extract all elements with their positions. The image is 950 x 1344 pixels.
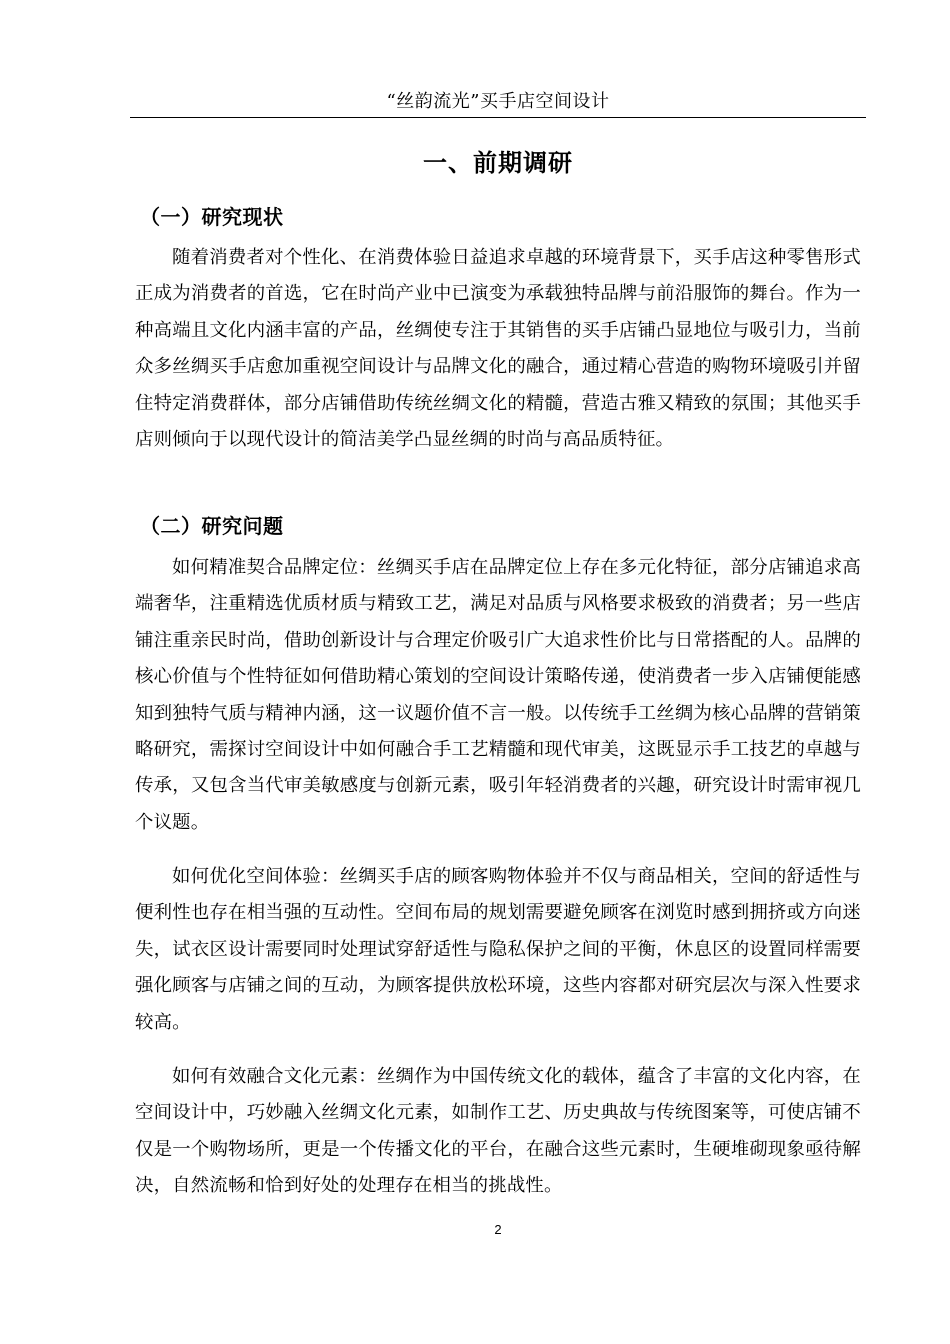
section-heading-research-questions: （二）研究问题 <box>140 514 284 538</box>
header-divider <box>130 117 866 118</box>
page-number: 2 <box>494 1222 502 1237</box>
chapter-title: 一、前期调研 <box>423 149 573 177</box>
paragraph: 随着消费者对个性化、在消费体验日益追求卓越的环境背景下，买手店这种零售形式正成为消费者的首选，它在时尚产业中已演变为承载独特品牌与前沿服饰的舞台。作为一种高端且文化内涵丰富的产品，丝绸使专注于其销售的买手店铺凸显地位与吸引力，当前众多丝绸买手店愈加重视空间设计与品牌文化的融合，通过精心营造的购物环境吸引并留住特定消费群体，部分店铺借助传统丝绸文化的精髓，营造古雅又精致的氛围；其他买手店则倾向于以现代设计的简洁美学凸显丝绸的时尚与高品质特征。 <box>135 247 861 451</box>
running-header: “丝韵流光”买手店空间设计 <box>386 91 610 112</box>
paragraph: 如何精准契合品牌定位：丝绸买手店在品牌定位上存在多元化特征，部分店铺追求高端奢华，注重精选优质材质与精致工艺，满足对品质与风格要求极致的消费者；另一些店铺注重亲民时尚，借助创新设计与合理定价吸引广大追求性价比与日常搭配的人。品牌的核心价值与个性特征如何借助精心策划的空间设计策略传递，使消费者一步入店铺便能感知到独特气质与精神内涵，这一议题价值不言一般。以传统手工丝绸为核心品牌的营销策略研究，需探讨空间设计中如何融合手工艺精髓和现代审美，这既显示手工技艺的卓越与传承，又包含当代审美敏感度与创新元素，吸引年轻消费者的兴趣，研究设计时需审视几个议题。 <box>135 557 861 833</box>
paragraph: 如何有效融合文化元素：丝绸作为中国传统文化的载体，蕴含了丰富的文化内容，在空间设计中，巧妙融入丝绸文化元素，如制作工艺、历史典故与传统图案等，可使店铺不仅是一个购物场所，更是一个传播文化的平台，在融合这些元素时，生硬堆砌现象亟待解决，自然流畅和恰到好处的处理存在相当的挑战性。 <box>135 1066 861 1197</box>
section-heading-research-status: （一）研究现状 <box>140 205 284 229</box>
paragraph: 如何优化空间体验：丝绸买手店的顾客购物体验并不仅与商品相关，空间的舒适性与便利性也存在相当强的互动性。空间布局的规划需要避免顾客在浏览时感到拥挤或方向迷失，试衣区设计需要同时处理试穿舒适性与隐私保护之间的平衡，休息区的设置同样需要强化顾客与店铺之间的互动，为顾客提供放松环境，这些内容都对研究层次与深入性要求较高。 <box>135 866 861 1033</box>
